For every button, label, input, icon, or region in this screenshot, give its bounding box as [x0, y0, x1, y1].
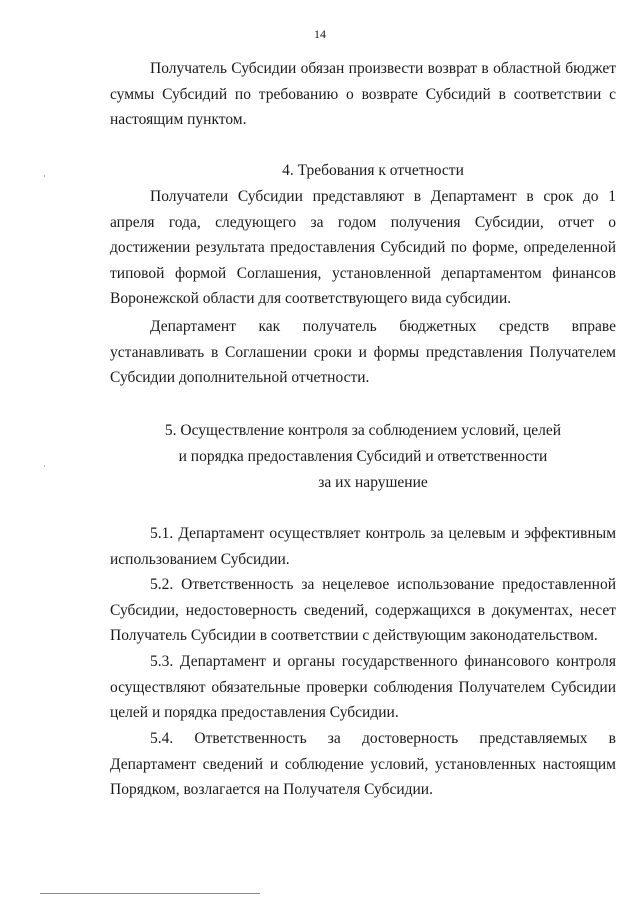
footer-rule	[40, 893, 260, 894]
section-5-paragraph-5-3: 5.3. Департамент и органы государственного финансового контроля осуществляют обязательные проверки соблюдения Получателем Субсидии целей и порядка предоставления Субсидии.	[110, 653, 616, 721]
paragraph-refund: Получатель Субсидии обязан произвести возврат в областной бюджет суммы Субсидий по требованию о возврате Субсидий в соответствии с настоящим пунктом.	[110, 60, 616, 128]
scan-speck	[44, 175, 45, 177]
section-5-paragraph-5-4: 5.4. Ответственность за достоверность представляемых в Департамент сведений и соблюдение условий, установленных настоящим Порядком, возлагается на Получателя Субсидии.	[110, 730, 616, 798]
section-5-paragraph-5-2: 5.2. Ответственность за нецелевое использование предоставленной Субсидии, недостоверность сведений, содержащихся в документах, несет Получатель Субсидии в соответствии с действующим законодательством.	[110, 576, 616, 644]
section-4-title: 4. Требования к отчетности	[282, 162, 464, 179]
section-5-title-line-1: 5. Осуществление контроля за соблюдением условий, целей	[164, 422, 562, 439]
scan-speck	[44, 465, 45, 467]
section-5-title-line-3: за их нарушение	[318, 474, 428, 491]
section-4-heading	[110, 158, 616, 184]
section-4-paragraph-2: Департамент как получатель бюджетных средств вправе устанавливать в Соглашении сроки и формы представления Получателем Субсидии дополнительной отчетности.	[110, 318, 616, 386]
page-number: 14	[314, 27, 326, 41]
section-5-heading	[110, 418, 616, 496]
section-5-paragraph-5-1: 5.1. Департамент осуществляет контроль за целевым и эффективным использованием Субсидии.	[110, 525, 616, 568]
section-4-paragraph-1: Получатели Субсидии представляют в Департамент в срок до 1 апреля года, следующего за годом получения Субсидии, отчет о достижении результата предоставления Субсидий по форме, определенной типовой формой Соглашения, установленной департаментом финансов Воронежской области для соответствующего вида субсидии.	[110, 188, 616, 307]
section-5-title-line-2: и порядка предоставления Субсидий и ответственности	[178, 448, 548, 465]
